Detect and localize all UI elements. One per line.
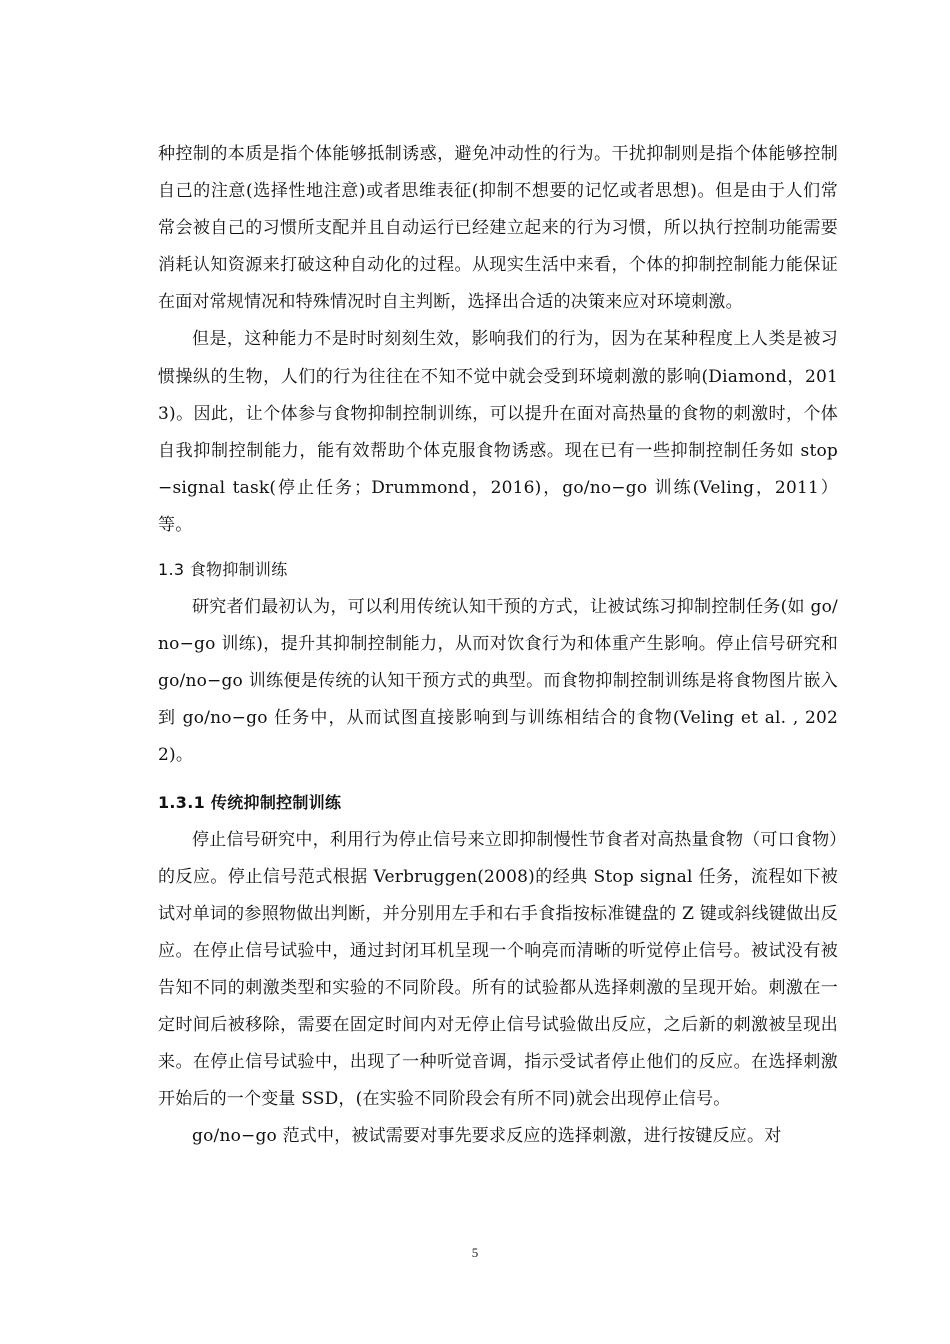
page-number: 5 [471,1245,479,1260]
section-heading-1-3-1: 1.3.1 传统抑制控制训练 [158,792,342,812]
paragraph-food-inhibition-training: 研究者们最初认为，可以利用传统认知干预的方式，让被试练习抑制控制任务(如 go/no−go 训练)，提升其抑制控制能力，从而对饮食行为和体重产生影响。停止信号研究和 go/no−go 训练便是传统的认知干预方式的典型。而食物抑制控制训练是将食物图片嵌入到 go/no−go 任务中，从而试图直接影响到与训练相结合的食物(Veling et al. , 2022)。 [158,597,838,766]
paragraph-go-no-go: go/no−go 范式中，被试需要对事先要求反应的选择刺激，进行按键反应。对 [192,1126,782,1147]
paragraph-inhibition-nature: 种控制的本质是指个体能够抵制诱惑，避免冲动性的行为。干扰抑制则是指个体能够控制自己的注意(选择性地注意)或者思维表征(抑制不想要的记忆或者思想)。但是由于人们常常会被自己的习惯所支配并且自动运行已经建立起来的行为习惯，所以执行控制功能需要消耗认知资源来打破这种自动化的过程。从现实生活中来看，个体的抑制控制能力能保证在面对常规情况和特殊情况时自主判断，选择出合适的决策来应对环境刺激。 [158,144,838,313]
section-heading-1-3: 1.3 食物抑制训练 [158,560,288,580]
paragraph-stop-signal-study: 停止信号研究中，利用行为停止信号来立即抑制慢性节食者对高热量食物（可口食物）的反应。停止信号范式根据 Verbruggen(2008)的经典 Stop signal 任务，流程如下被试对单词的参照物做出判断，并分别用左手和右手食指按标准键盘的 Z 键或斜线键做出反应。在停止信号试验中，通过封闭耳机呈现一个响亮而清晰的听觉停止信号。被试没有被告知不同的刺激类型和实验的不同阶段。所有的试验都从选择刺激的呈现开始。刺激在一定时间后被移除，需要在固定时间内对无停止信号试验做出反应，之后新的刺激被呈现出来。在停止信号试验中，出现了一种听觉音调，指示受试者停止他们的反应。在选择刺激开始后的一个变量 SSD，(在实验不同阶段会有所不同)就会出现停止信号。 [158,829,838,1110]
spacer [158,775,838,783]
paragraph-habit-influence: 但是，这种能力不是时时刻刻生效，影响我们的行为，因为在某种程度上人类是被习惯操纵的生物，人们的行为往往在不知不觉中就会受到环境刺激的影响(Diamond，2013)。因此，让个体参与食物抑制控制训练，可以提升在面对高热量的食物的刺激时，个体自我抑制控制能力，能有效帮助个体克服食物诱惑。现在已有一些抑制控制任务如 stop−signal task(停止任务；Drummond，2016)，go/no−go 训练(Veling，2011）等。 [158,329,838,535]
page-body [158,136,838,1155]
